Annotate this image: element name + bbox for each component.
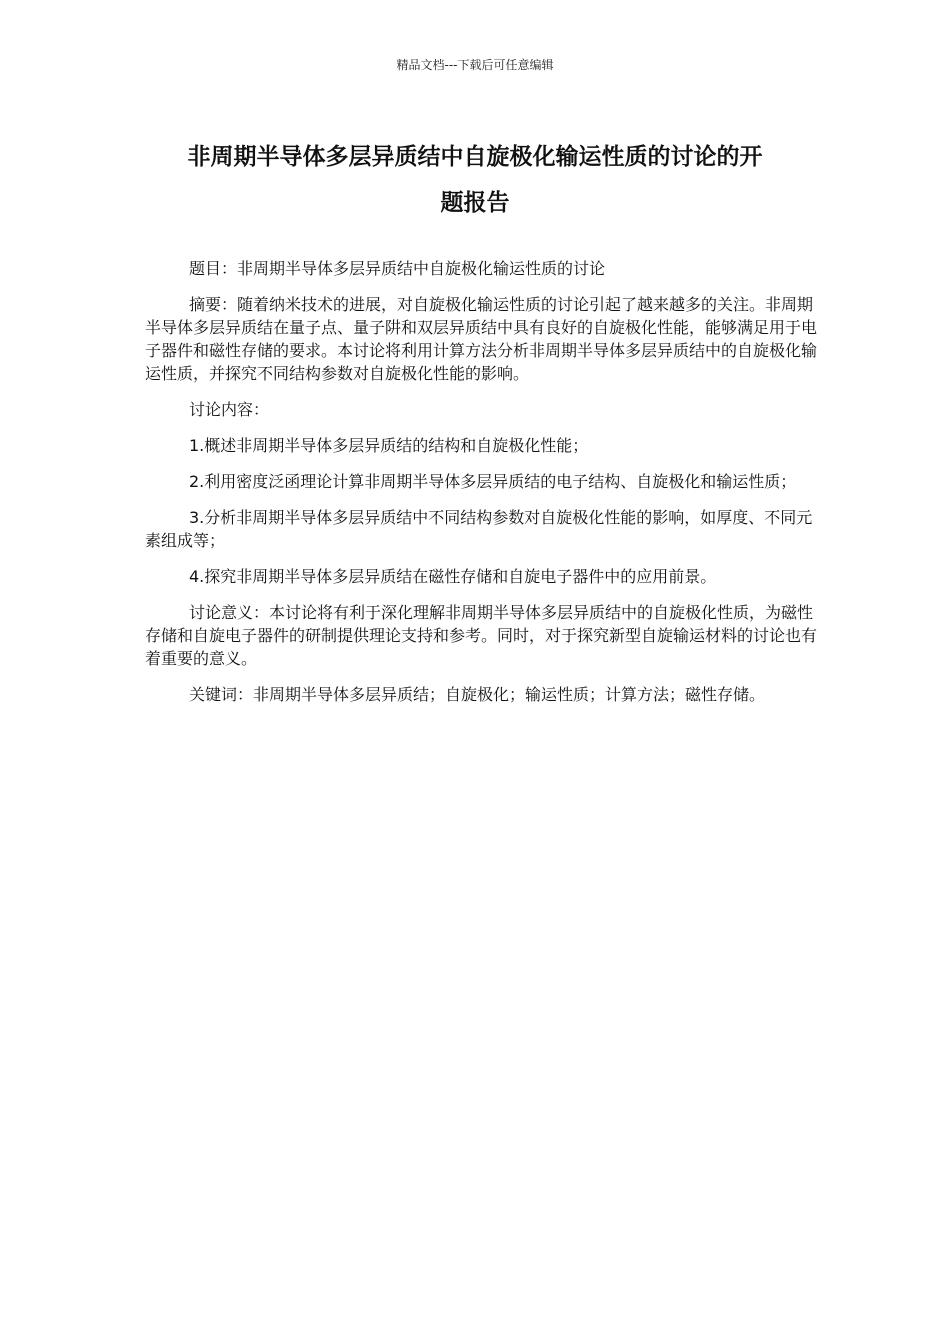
title-line-1: 非周期半导体多层异质结中自旋极化输运性质的讨论的开 xyxy=(187,144,763,170)
topic-paragraph: 题目：非周期半导体多层异质结中自旋极化输运性质的讨论 xyxy=(189,259,606,278)
significance-paragraph: 讨论意义：本讨论将有利于深化理解非周期半导体多层异质结中的自旋极化性质，为磁性存储和自旋电子器件的研制提供理论支持和参考。同时，对于探究新型自旋输运材料的讨论也有着重要的意义。 xyxy=(145,603,818,668)
document-body xyxy=(145,257,817,719)
title-line-2: 题报告 xyxy=(440,190,510,216)
page-header: 精品文档---下载后可任意编辑 xyxy=(396,58,554,72)
abstract-paragraph: 摘要：随着纳米技术的进展，对自旋极化输运性质的讨论引起了越来越多的关注。非周期半导体多层异质结在量子点、量子阱和双层异质结中具有良好的自旋极化性能，能够满足用于电子器件和磁性存储的要求。本讨论将利用计算方法分析非周期半导体多层异质结中的自旋极化输运性质，并探究不同结构参数对自旋极化性能的影响。 xyxy=(145,295,818,383)
content-item-2: 2.利用密度泛函理论计算非周期半导体多层异质结的电子结构、自旋极化和输运性质； xyxy=(189,472,797,491)
content-item-4: 4.探究非周期半导体多层异质结在磁性存储和自旋电子器件中的应用前景。 xyxy=(189,567,717,586)
content-item-3: 3.分析非周期半导体多层异质结中不同结构参数对自旋极化性能的影响，如厚度、不同元素组成等； xyxy=(145,508,813,550)
document-title xyxy=(145,134,805,226)
content-item-1: 1.概述非周期半导体多层异质结的结构和自旋极化性能； xyxy=(189,436,589,455)
content-heading: 讨论内容： xyxy=(189,400,270,419)
keywords-paragraph: 关键词：非周期半导体多层异质结；自旋极化；输运性质；计算方法；磁性存储。 xyxy=(189,685,766,704)
